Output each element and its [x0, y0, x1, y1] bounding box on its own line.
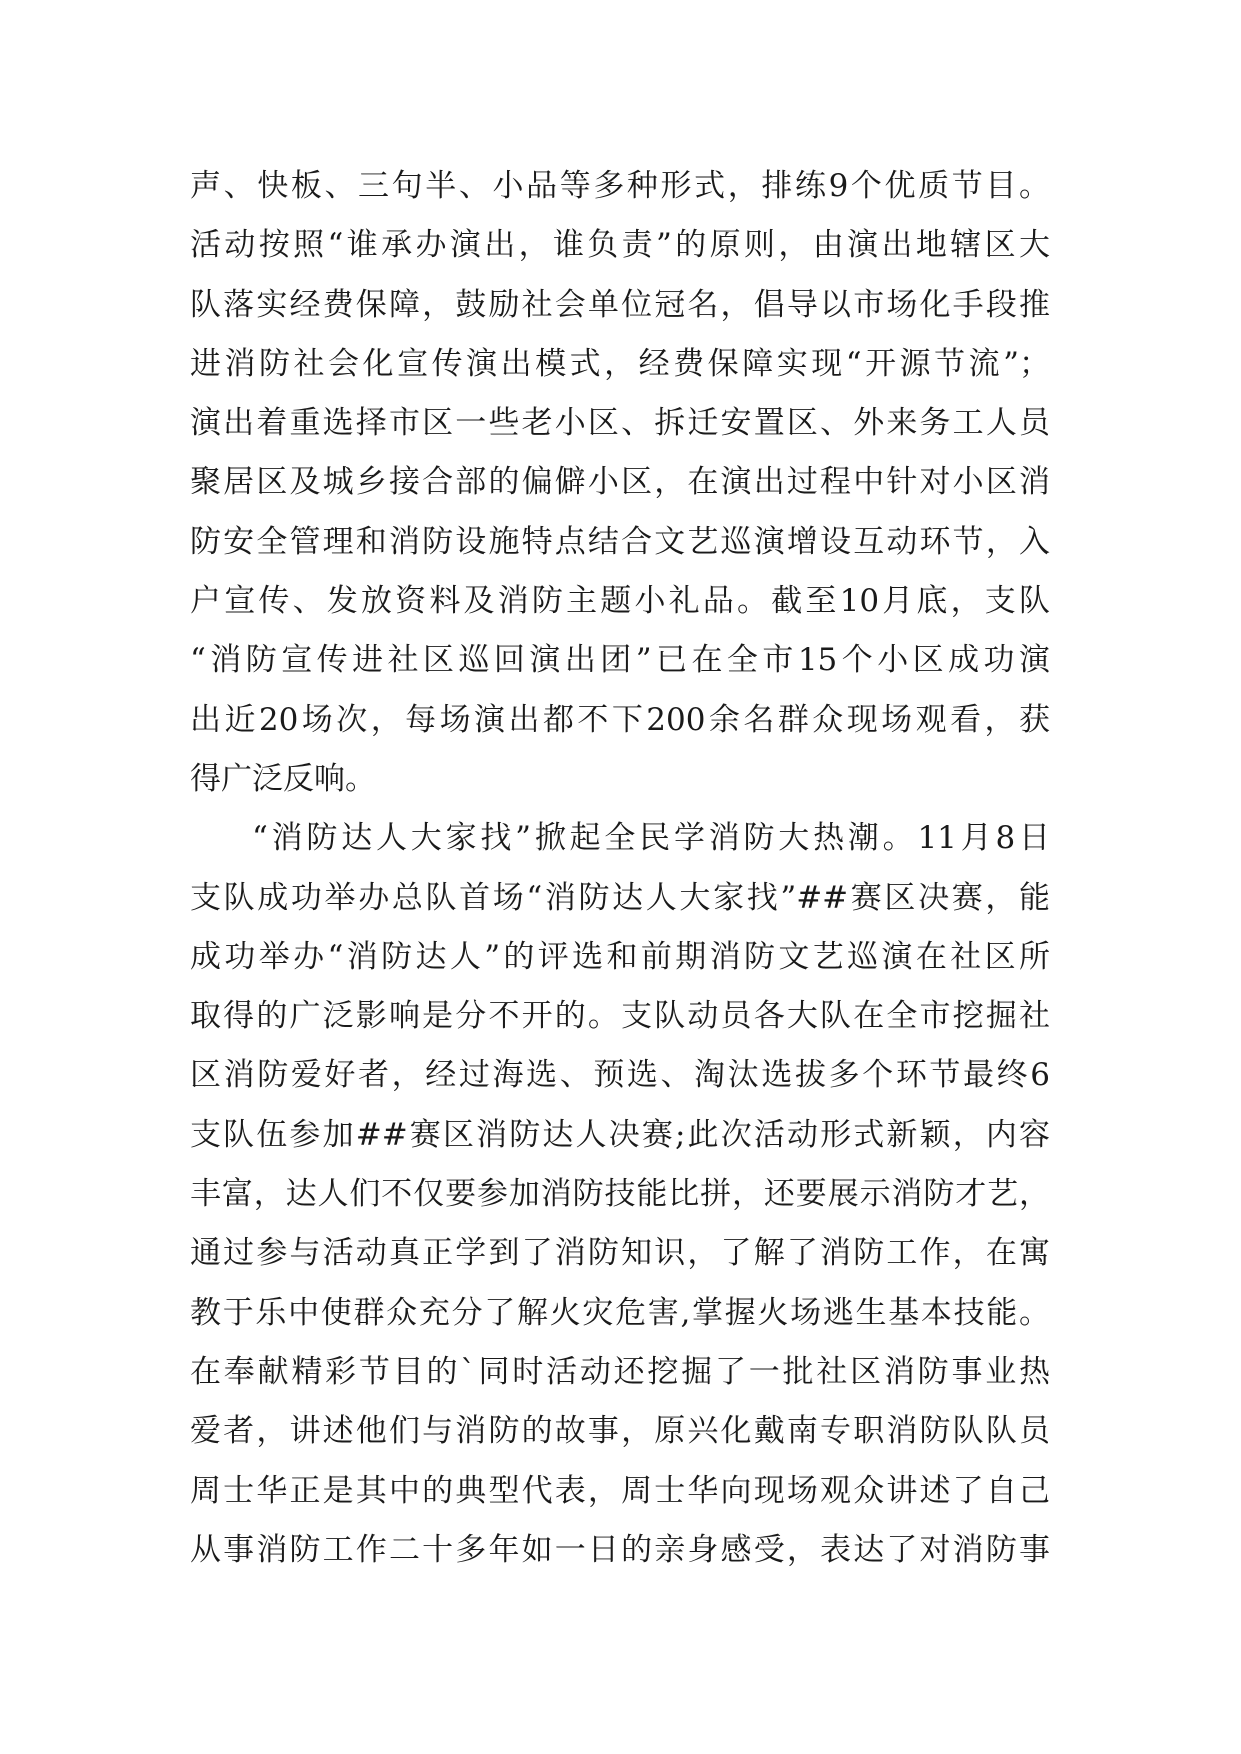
text-line: 爱者，讲述他们与消防的故事，原兴化戴南专职消防队队员 — [190, 1413, 1050, 1450]
text-line: 户宣传、发放资料及消防主题小礼品。截至10月底，支队 — [190, 583, 1050, 620]
text-line: 队落实经费保障，鼓励社会单位冠名，倡导以市场化手段推 — [190, 286, 1050, 323]
text-line: 丰富，达人们不仅要参加消防技能比拼，还要展示消防才艺， — [190, 1176, 1050, 1213]
text-line: 周士华正是其中的典型代表，周士华向现场观众讲述了自己 — [190, 1472, 1050, 1509]
text-line: 活动按照“谁承办演出，谁负责”的原则，由演出地辖区大 — [190, 227, 1050, 264]
text-line: 聚居区及城乡接合部的偏僻小区，在演出过程中针对小区消 — [190, 464, 1050, 501]
text-line: 防安全管理和消防设施特点结合文艺巡演增设互动环节，入 — [190, 523, 1050, 560]
text-line: 演出着重选择市区一些老小区、拆迁安置区、外来务工人员 — [190, 405, 1050, 442]
text-line: 支队伍参加##赛区消防达人决赛;此次活动形式新颖，内容 — [190, 1116, 1050, 1153]
text-line: 区消防爱好者，经过海选、预选、淘汰选拔多个环节最终6 — [190, 1057, 1050, 1094]
text-line: 声、快板、三句半、小品等多种形式，排练9个优质节目。 — [190, 168, 1050, 204]
text-line: 从事消防工作二十多年如一日的亲身感受，表达了对消防事 — [190, 1531, 1050, 1568]
text-line: 成功举办“消防达人”的评选和前期消防文艺巡演在社区所 — [190, 938, 1050, 975]
text-line: 在奉献精彩节目的`同时活动还挖掘了一批社区消防事业热 — [190, 1353, 1050, 1390]
document-body — [190, 157, 1050, 1580]
text-line: 支队成功举办总队首场“消防达人大家找”##赛区决赛，能 — [190, 879, 1050, 916]
text-line: 取得的广泛影响是分不开的。支队动员各大队在全市挖掘社 — [190, 998, 1050, 1035]
text-line: 出近20场次，每场演出都不下200余名群众现场观看，获 — [190, 701, 1050, 738]
text-line: “消防宣传进社区巡回演出团”已在全市15个小区成功演 — [190, 642, 1050, 679]
text-line: “消防达人大家找”掀起全民学消防大热潮。11月8日 — [252, 820, 1050, 857]
text-line: 教于乐中使群众充分了解火灾危害,掌握火场逃生基本技能。 — [190, 1294, 1050, 1331]
paragraph-2 — [190, 809, 1050, 1580]
paragraph-1 — [190, 157, 1050, 809]
text-line: 进消防社会化宣传演出模式，经费保障实现“开源节流”； — [190, 345, 1050, 382]
text-line: 通过参与活动真正学到了消防知识，了解了消防工作，在寓 — [190, 1235, 1050, 1272]
text-line: 得广泛反响。 — [190, 760, 376, 797]
